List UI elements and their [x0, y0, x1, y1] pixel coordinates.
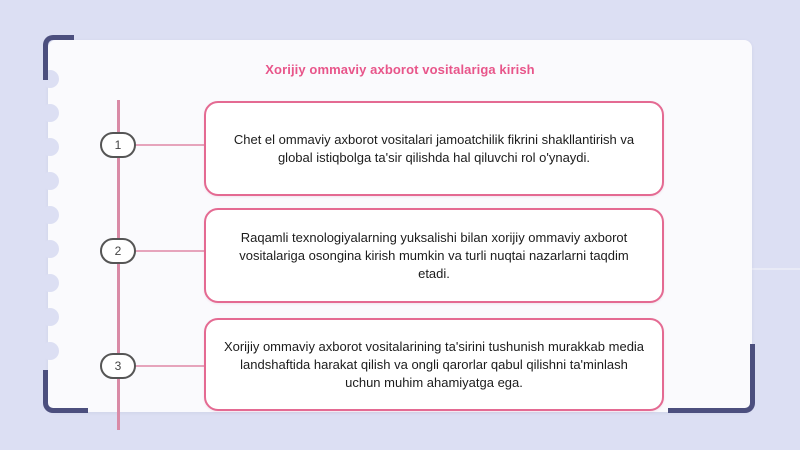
page-title: Xorijiy ommaviy axborot vositalariga kirish	[265, 62, 535, 77]
step-box-1: Chet el ommaviy axborot vositalari jamoatchilik fikrini shakllantirish va global istiqbolga ta'sir qilishda hal qiluvchi rol o'ynaydi.	[204, 101, 664, 196]
binder-hole	[41, 206, 59, 224]
connector-line-3	[134, 365, 204, 367]
binder-hole	[41, 172, 59, 190]
step-box-3: Xorijiy ommaviy axborot vositalarining ta'sirini tushunish murakkab media landshaftida harakat qilish va ongli qarorlar qabul qilishni ta'minlash uchun muhim ahamiyatga ega.	[204, 318, 664, 411]
connector-line-2	[134, 250, 204, 252]
binder-hole	[41, 308, 59, 326]
connector-line-1	[134, 144, 204, 146]
binder-hole	[41, 138, 59, 156]
background-stripe	[750, 268, 800, 270]
binder-hole	[41, 274, 59, 292]
step-marker-1: 1	[100, 132, 136, 158]
binder-hole	[41, 240, 59, 258]
step-box-2: Raqamli texnologiyalarning yuksalishi bilan xorijiy ommaviy axborot vositalariga osongina kirish mumkin va turli nuqtai nazarlarni taqdim etadi.	[204, 208, 664, 303]
binder-hole	[41, 104, 59, 122]
binder-hole	[41, 342, 59, 360]
step-marker-2: 2	[100, 238, 136, 264]
corner-bracket-bottom-right	[668, 344, 755, 413]
corner-bracket-bottom-left	[43, 370, 88, 413]
step-marker-3: 3	[100, 353, 136, 379]
